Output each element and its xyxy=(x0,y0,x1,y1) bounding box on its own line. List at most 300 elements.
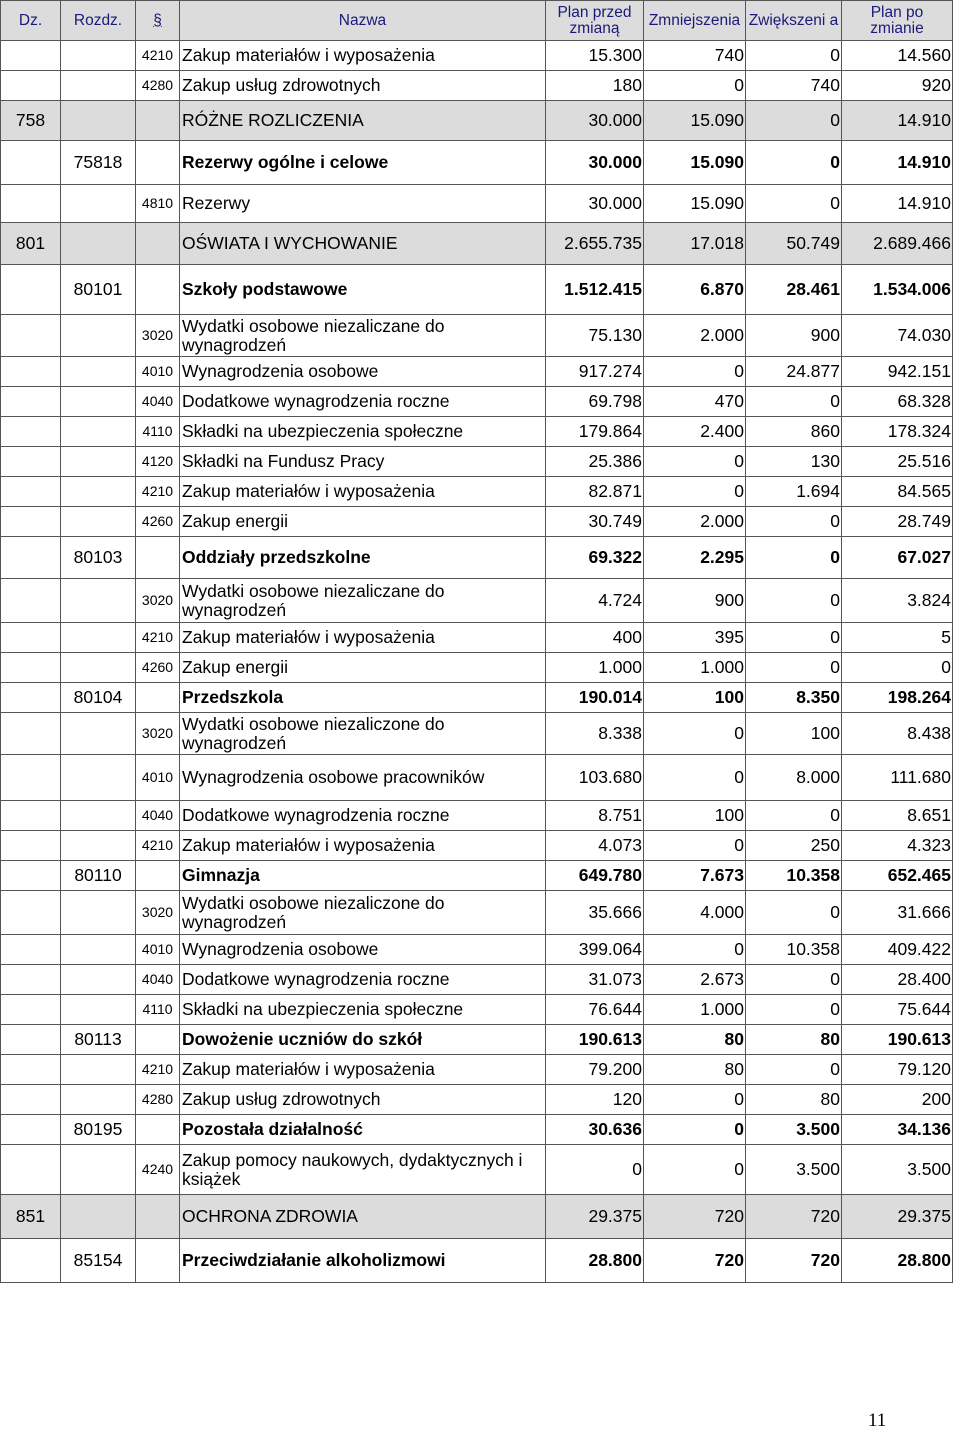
cell-zmniejszenia: 720 xyxy=(644,1239,746,1283)
header-rozdz: Rozdz. xyxy=(61,1,136,41)
cell-name: Zakup energii xyxy=(180,507,546,537)
paragraf-row xyxy=(1,447,953,477)
cell-par: 3020 xyxy=(136,713,180,755)
cell-plan-po: 5 xyxy=(842,623,953,653)
paragraf-row xyxy=(1,507,953,537)
cell-dz xyxy=(1,579,61,623)
cell-zmniejszenia: 0 xyxy=(644,357,746,387)
cell-zwiekszenia: 3.500 xyxy=(746,1115,842,1145)
cell-par: 4040 xyxy=(136,965,180,995)
paragraf-row xyxy=(1,41,953,71)
cell-rozdz xyxy=(61,965,136,995)
cell-name: Zakup materiałów i wyposażenia xyxy=(180,1055,546,1085)
cell-plan: 190.613 xyxy=(546,1025,644,1055)
paragraf-row xyxy=(1,71,953,101)
cell-plan-po: 178.324 xyxy=(842,417,953,447)
cell-name: Wydatki osobowe niezaliczone do wynagrodzeń xyxy=(180,713,546,755)
cell-dz: 758 xyxy=(1,101,61,141)
cell-plan: 76.644 xyxy=(546,995,644,1025)
page-number: 11 xyxy=(868,1410,887,1431)
cell-plan: 179.864 xyxy=(546,417,644,447)
cell-dz xyxy=(1,387,61,417)
cell-par xyxy=(136,223,180,265)
cell-zmniejszenia: 7.673 xyxy=(644,861,746,891)
cell-rozdz xyxy=(61,713,136,755)
paragraf-row xyxy=(1,623,953,653)
cell-name: Zakup usług zdrowotnych xyxy=(180,1085,546,1115)
paragraf-row xyxy=(1,1085,953,1115)
header-nazwa: Nazwa xyxy=(180,1,546,41)
cell-dz: 851 xyxy=(1,1195,61,1239)
cell-zmniejszenia: 80 xyxy=(644,1025,746,1055)
paragraf-row xyxy=(1,185,953,223)
cell-plan-po: 74.030 xyxy=(842,315,953,357)
rozdzial-row xyxy=(1,537,953,579)
cell-name: Zakup materiałów i wyposażenia xyxy=(180,831,546,861)
rozdzial-row xyxy=(1,141,953,185)
cell-zwiekszenia: 740 xyxy=(746,71,842,101)
cell-plan-po: 14.560 xyxy=(842,41,953,71)
cell-plan: 1.512.415 xyxy=(546,265,644,315)
cell-plan-po: 28.749 xyxy=(842,507,953,537)
cell-plan: 30.000 xyxy=(546,101,644,141)
cell-par: 4260 xyxy=(136,653,180,683)
cell-plan-po: 84.565 xyxy=(842,477,953,507)
header-zmniejszenia: Zmniejszenia xyxy=(644,1,746,41)
cell-dz xyxy=(1,683,61,713)
cell-zmniejszenia: 1.000 xyxy=(644,995,746,1025)
rozdzial-row xyxy=(1,1025,953,1055)
cell-par xyxy=(136,1115,180,1145)
header-par: § xyxy=(136,1,180,41)
cell-rozdz xyxy=(61,891,136,935)
cell-plan-po: 409.422 xyxy=(842,935,953,965)
cell-zmniejszenia: 0 xyxy=(644,831,746,861)
cell-plan-po: 3.500 xyxy=(842,1145,953,1195)
header-dz: Dz. xyxy=(1,1,61,41)
cell-dz xyxy=(1,537,61,579)
cell-name: Gimnazja xyxy=(180,861,546,891)
cell-zmniejszenia: 0 xyxy=(644,713,746,755)
cell-rozdz xyxy=(61,935,136,965)
cell-zmniejszenia: 6.870 xyxy=(644,265,746,315)
paragraf-row xyxy=(1,831,953,861)
cell-zmniejszenia: 720 xyxy=(644,1195,746,1239)
cell-par: 4240 xyxy=(136,1145,180,1195)
cell-zmniejszenia: 395 xyxy=(644,623,746,653)
cell-dz xyxy=(1,935,61,965)
cell-zmniejszenia: 100 xyxy=(644,801,746,831)
cell-rozdz: 80103 xyxy=(61,537,136,579)
cell-par: 4040 xyxy=(136,801,180,831)
cell-name: Składki na Fundusz Pracy xyxy=(180,447,546,477)
cell-zmniejszenia: 0 xyxy=(644,755,746,801)
rozdzial-row xyxy=(1,1115,953,1145)
cell-par: 4210 xyxy=(136,1055,180,1085)
cell-plan: 4.073 xyxy=(546,831,644,861)
cell-plan: 190.014 xyxy=(546,683,644,713)
cell-zwiekszenia: 8.350 xyxy=(746,683,842,713)
cell-plan-po: 28.400 xyxy=(842,965,953,995)
cell-dz xyxy=(1,71,61,101)
cell-rozdz xyxy=(61,417,136,447)
cell-rozdz xyxy=(61,1085,136,1115)
cell-zmniejszenia: 0 xyxy=(644,447,746,477)
cell-par: 4120 xyxy=(136,447,180,477)
cell-zmniejszenia: 15.090 xyxy=(644,141,746,185)
cell-dz xyxy=(1,801,61,831)
cell-par: 4010 xyxy=(136,357,180,387)
cell-par: 4210 xyxy=(136,41,180,71)
cell-par: 4280 xyxy=(136,71,180,101)
cell-name: Wynagrodzenia osobowe pracowników xyxy=(180,755,546,801)
cell-plan: 30.000 xyxy=(546,141,644,185)
cell-dz xyxy=(1,1025,61,1055)
cell-zwiekszenia: 0 xyxy=(746,623,842,653)
cell-zmniejszenia: 100 xyxy=(644,683,746,713)
cell-plan-po: 68.328 xyxy=(842,387,953,417)
cell-dz xyxy=(1,265,61,315)
cell-zmniejszenia: 0 xyxy=(644,1145,746,1195)
cell-zmniejszenia: 15.090 xyxy=(644,101,746,141)
cell-plan: 28.800 xyxy=(546,1239,644,1283)
cell-rozdz xyxy=(61,71,136,101)
cell-rozdz: 80113 xyxy=(61,1025,136,1055)
cell-zwiekszenia: 0 xyxy=(746,579,842,623)
cell-dz xyxy=(1,507,61,537)
cell-rozdz: 80104 xyxy=(61,683,136,713)
cell-plan-po: 8.438 xyxy=(842,713,953,755)
cell-dz xyxy=(1,141,61,185)
cell-plan-po: 31.666 xyxy=(842,891,953,935)
cell-name: Zakup materiałów i wyposażenia xyxy=(180,41,546,71)
cell-plan: 69.322 xyxy=(546,537,644,579)
cell-name: Składki na ubezpieczenia społeczne xyxy=(180,995,546,1025)
cell-dz xyxy=(1,185,61,223)
paragraf-row xyxy=(1,579,953,623)
cell-rozdz xyxy=(61,477,136,507)
cell-par xyxy=(136,1195,180,1239)
cell-rozdz xyxy=(61,623,136,653)
header-row xyxy=(1,1,953,41)
paragraf-row xyxy=(1,653,953,683)
cell-zmniejszenia: 2.400 xyxy=(644,417,746,447)
cell-zwiekszenia: 100 xyxy=(746,713,842,755)
cell-name: Rezerwy xyxy=(180,185,546,223)
cell-rozdz xyxy=(61,801,136,831)
cell-plan: 35.666 xyxy=(546,891,644,935)
cell-name: Wydatki osobowe niezaliczone do wynagrodzeń xyxy=(180,891,546,935)
cell-rozdz xyxy=(61,447,136,477)
cell-rozdz xyxy=(61,1195,136,1239)
cell-dz xyxy=(1,831,61,861)
cell-zmniejszenia: 740 xyxy=(644,41,746,71)
cell-dz xyxy=(1,1239,61,1283)
cell-dz xyxy=(1,995,61,1025)
cell-plan-po: 14.910 xyxy=(842,141,953,185)
cell-zmniejszenia: 900 xyxy=(644,579,746,623)
cell-par: 4110 xyxy=(136,995,180,1025)
cell-plan: 400 xyxy=(546,623,644,653)
rozdzial-row xyxy=(1,265,953,315)
cell-plan-po: 28.800 xyxy=(842,1239,953,1283)
dzial-row xyxy=(1,101,953,141)
cell-plan-po: 1.534.006 xyxy=(842,265,953,315)
header-plan-po: Plan po zmianie xyxy=(842,1,953,41)
cell-name: Dodatkowe wynagrodzenia roczne xyxy=(180,965,546,995)
cell-name: Wynagrodzenia osobowe xyxy=(180,935,546,965)
cell-dz xyxy=(1,447,61,477)
cell-par: 4210 xyxy=(136,831,180,861)
cell-dz xyxy=(1,41,61,71)
cell-par: 4810 xyxy=(136,185,180,223)
cell-name: Zakup materiałów i wyposażenia xyxy=(180,623,546,653)
cell-rozdz: 85154 xyxy=(61,1239,136,1283)
cell-name: Zakup materiałów i wyposażenia xyxy=(180,477,546,507)
cell-par: 4260 xyxy=(136,507,180,537)
cell-rozdz xyxy=(61,507,136,537)
paragraf-row xyxy=(1,755,953,801)
cell-zwiekszenia: 0 xyxy=(746,891,842,935)
paragraf-row xyxy=(1,935,953,965)
dzial-row xyxy=(1,223,953,265)
cell-plan: 25.386 xyxy=(546,447,644,477)
cell-zmniejszenia: 15.090 xyxy=(644,185,746,223)
paragraf-row xyxy=(1,801,953,831)
cell-rozdz xyxy=(61,185,136,223)
cell-dz xyxy=(1,1055,61,1085)
paragraf-row xyxy=(1,1145,953,1195)
cell-rozdz xyxy=(61,223,136,265)
rozdzial-row xyxy=(1,1239,953,1283)
cell-name: Oddziały przedszkolne xyxy=(180,537,546,579)
cell-par xyxy=(136,537,180,579)
cell-dz xyxy=(1,1085,61,1115)
cell-rozdz xyxy=(61,579,136,623)
cell-name: Zakup usług zdrowotnych xyxy=(180,71,546,101)
cell-zwiekszenia: 860 xyxy=(746,417,842,447)
cell-par xyxy=(136,265,180,315)
paragraf-row xyxy=(1,357,953,387)
cell-zmniejszenia: 0 xyxy=(644,1085,746,1115)
paragraf-row xyxy=(1,891,953,935)
cell-zwiekszenia: 0 xyxy=(746,185,842,223)
cell-zwiekszenia: 24.877 xyxy=(746,357,842,387)
cell-plan-po: 14.910 xyxy=(842,185,953,223)
cell-par xyxy=(136,1025,180,1055)
cell-rozdz xyxy=(61,357,136,387)
cell-zmniejszenia: 0 xyxy=(644,71,746,101)
cell-name: OŚWIATA I WYCHOWANIE xyxy=(180,223,546,265)
cell-name: OCHRONA ZDROWIA xyxy=(180,1195,546,1239)
header-zwiekszenia: Zwiększeni a xyxy=(746,1,842,41)
cell-name: Dodatkowe wynagrodzenia roczne xyxy=(180,387,546,417)
cell-zwiekszenia: 250 xyxy=(746,831,842,861)
cell-rozdz xyxy=(61,387,136,417)
cell-name: Dodatkowe wynagrodzenia roczne xyxy=(180,801,546,831)
cell-zwiekszenia: 8.000 xyxy=(746,755,842,801)
cell-zmniejszenia: 4.000 xyxy=(644,891,746,935)
cell-dz xyxy=(1,357,61,387)
cell-plan-po: 652.465 xyxy=(842,861,953,891)
cell-zwiekszenia: 0 xyxy=(746,1055,842,1085)
cell-plan: 82.871 xyxy=(546,477,644,507)
cell-zmniejszenia: 1.000 xyxy=(644,653,746,683)
cell-name: Wynagrodzenia osobowe xyxy=(180,357,546,387)
cell-zwiekszenia: 0 xyxy=(746,101,842,141)
dzial-row xyxy=(1,1195,953,1239)
cell-plan-po: 198.264 xyxy=(842,683,953,713)
cell-plan-po: 942.151 xyxy=(842,357,953,387)
cell-zwiekszenia: 0 xyxy=(746,653,842,683)
cell-dz: 801 xyxy=(1,223,61,265)
cell-plan: 29.375 xyxy=(546,1195,644,1239)
cell-zwiekszenia: 720 xyxy=(746,1195,842,1239)
cell-name: Dowożenie uczniów do szkół xyxy=(180,1025,546,1055)
cell-plan-po: 75.644 xyxy=(842,995,953,1025)
cell-rozdz: 75818 xyxy=(61,141,136,185)
cell-dz xyxy=(1,1115,61,1145)
cell-dz xyxy=(1,1145,61,1195)
cell-par: 4110 xyxy=(136,417,180,447)
cell-plan: 649.780 xyxy=(546,861,644,891)
cell-plan-po: 0 xyxy=(842,653,953,683)
cell-zmniejszenia: 2.295 xyxy=(644,537,746,579)
cell-name: Rezerwy ogólne i celowe xyxy=(180,141,546,185)
paragraf-row xyxy=(1,477,953,507)
cell-plan: 69.798 xyxy=(546,387,644,417)
cell-rozdz xyxy=(61,41,136,71)
cell-zwiekszenia: 80 xyxy=(746,1025,842,1055)
cell-par: 4040 xyxy=(136,387,180,417)
cell-name: Przedszkola xyxy=(180,683,546,713)
paragraf-row xyxy=(1,417,953,447)
cell-plan: 75.130 xyxy=(546,315,644,357)
cell-zwiekszenia: 130 xyxy=(746,447,842,477)
cell-plan-po: 2.689.466 xyxy=(842,223,953,265)
cell-zwiekszenia: 50.749 xyxy=(746,223,842,265)
cell-dz xyxy=(1,755,61,801)
cell-zwiekszenia: 0 xyxy=(746,41,842,71)
cell-zwiekszenia: 0 xyxy=(746,801,842,831)
cell-plan: 30.636 xyxy=(546,1115,644,1145)
paragraf-row xyxy=(1,965,953,995)
cell-plan-po: 111.680 xyxy=(842,755,953,801)
cell-plan-po: 200 xyxy=(842,1085,953,1115)
cell-par xyxy=(136,683,180,713)
cell-zmniejszenia: 470 xyxy=(644,387,746,417)
cell-dz xyxy=(1,891,61,935)
cell-plan: 4.724 xyxy=(546,579,644,623)
cell-plan-po: 8.651 xyxy=(842,801,953,831)
cell-par: 4210 xyxy=(136,623,180,653)
cell-dz xyxy=(1,653,61,683)
cell-name: Zakup energii xyxy=(180,653,546,683)
cell-zwiekszenia: 10.358 xyxy=(746,861,842,891)
rozdzial-row xyxy=(1,683,953,713)
cell-plan: 917.274 xyxy=(546,357,644,387)
cell-dz xyxy=(1,861,61,891)
cell-rozdz xyxy=(61,995,136,1025)
cell-par: 4280 xyxy=(136,1085,180,1115)
cell-dz xyxy=(1,623,61,653)
cell-plan-po: 190.613 xyxy=(842,1025,953,1055)
cell-plan: 15.300 xyxy=(546,41,644,71)
cell-rozdz xyxy=(61,1055,136,1085)
cell-par: 4010 xyxy=(136,755,180,801)
cell-zwiekszenia: 80 xyxy=(746,1085,842,1115)
cell-zwiekszenia: 0 xyxy=(746,995,842,1025)
cell-dz xyxy=(1,315,61,357)
cell-plan-po: 34.136 xyxy=(842,1115,953,1145)
cell-plan-po: 3.824 xyxy=(842,579,953,623)
cell-plan: 30.749 xyxy=(546,507,644,537)
cell-rozdz xyxy=(61,653,136,683)
cell-plan-po: 29.375 xyxy=(842,1195,953,1239)
cell-rozdz xyxy=(61,831,136,861)
cell-par xyxy=(136,141,180,185)
cell-name: Wydatki osobowe niezaliczane do wynagrodzeń xyxy=(180,315,546,357)
cell-par: 3020 xyxy=(136,579,180,623)
cell-plan: 8.751 xyxy=(546,801,644,831)
paragraf-row xyxy=(1,387,953,417)
cell-rozdz xyxy=(61,315,136,357)
cell-plan: 0 xyxy=(546,1145,644,1195)
paragraf-row xyxy=(1,995,953,1025)
cell-zwiekszenia: 0 xyxy=(746,141,842,185)
cell-zwiekszenia: 0 xyxy=(746,965,842,995)
cell-par: 4210 xyxy=(136,477,180,507)
cell-rozdz xyxy=(61,101,136,141)
cell-plan: 120 xyxy=(546,1085,644,1115)
paragraf-row xyxy=(1,713,953,755)
cell-name: Przeciwdziałanie alkoholizmowi xyxy=(180,1239,546,1283)
cell-dz xyxy=(1,477,61,507)
cell-plan: 1.000 xyxy=(546,653,644,683)
cell-zwiekszenia: 3.500 xyxy=(746,1145,842,1195)
cell-plan: 31.073 xyxy=(546,965,644,995)
cell-plan: 79.200 xyxy=(546,1055,644,1085)
cell-dz xyxy=(1,417,61,447)
cell-zmniejszenia: 17.018 xyxy=(644,223,746,265)
cell-zmniejszenia: 2.000 xyxy=(644,315,746,357)
cell-par xyxy=(136,101,180,141)
cell-zwiekszenia: 720 xyxy=(746,1239,842,1283)
cell-zmniejszenia: 80 xyxy=(644,1055,746,1085)
cell-zwiekszenia: 900 xyxy=(746,315,842,357)
cell-zwiekszenia: 0 xyxy=(746,507,842,537)
cell-name: RÓŻNE ROZLICZENIA xyxy=(180,101,546,141)
cell-zmniejszenia: 0 xyxy=(644,1115,746,1145)
cell-par: 3020 xyxy=(136,315,180,357)
cell-plan: 30.000 xyxy=(546,185,644,223)
cell-plan: 180 xyxy=(546,71,644,101)
cell-dz xyxy=(1,713,61,755)
cell-plan-po: 14.910 xyxy=(842,101,953,141)
cell-plan-po: 67.027 xyxy=(842,537,953,579)
cell-name: Składki na ubezpieczenia społeczne xyxy=(180,417,546,447)
cell-rozdz: 80110 xyxy=(61,861,136,891)
cell-plan: 2.655.735 xyxy=(546,223,644,265)
cell-plan-po: 4.323 xyxy=(842,831,953,861)
paragraf-row xyxy=(1,315,953,357)
cell-rozdz xyxy=(61,755,136,801)
cell-zwiekszenia: 10.358 xyxy=(746,935,842,965)
paragraf-row xyxy=(1,1055,953,1085)
cell-par xyxy=(136,861,180,891)
cell-zmniejszenia: 2.000 xyxy=(644,507,746,537)
cell-zmniejszenia: 0 xyxy=(644,935,746,965)
